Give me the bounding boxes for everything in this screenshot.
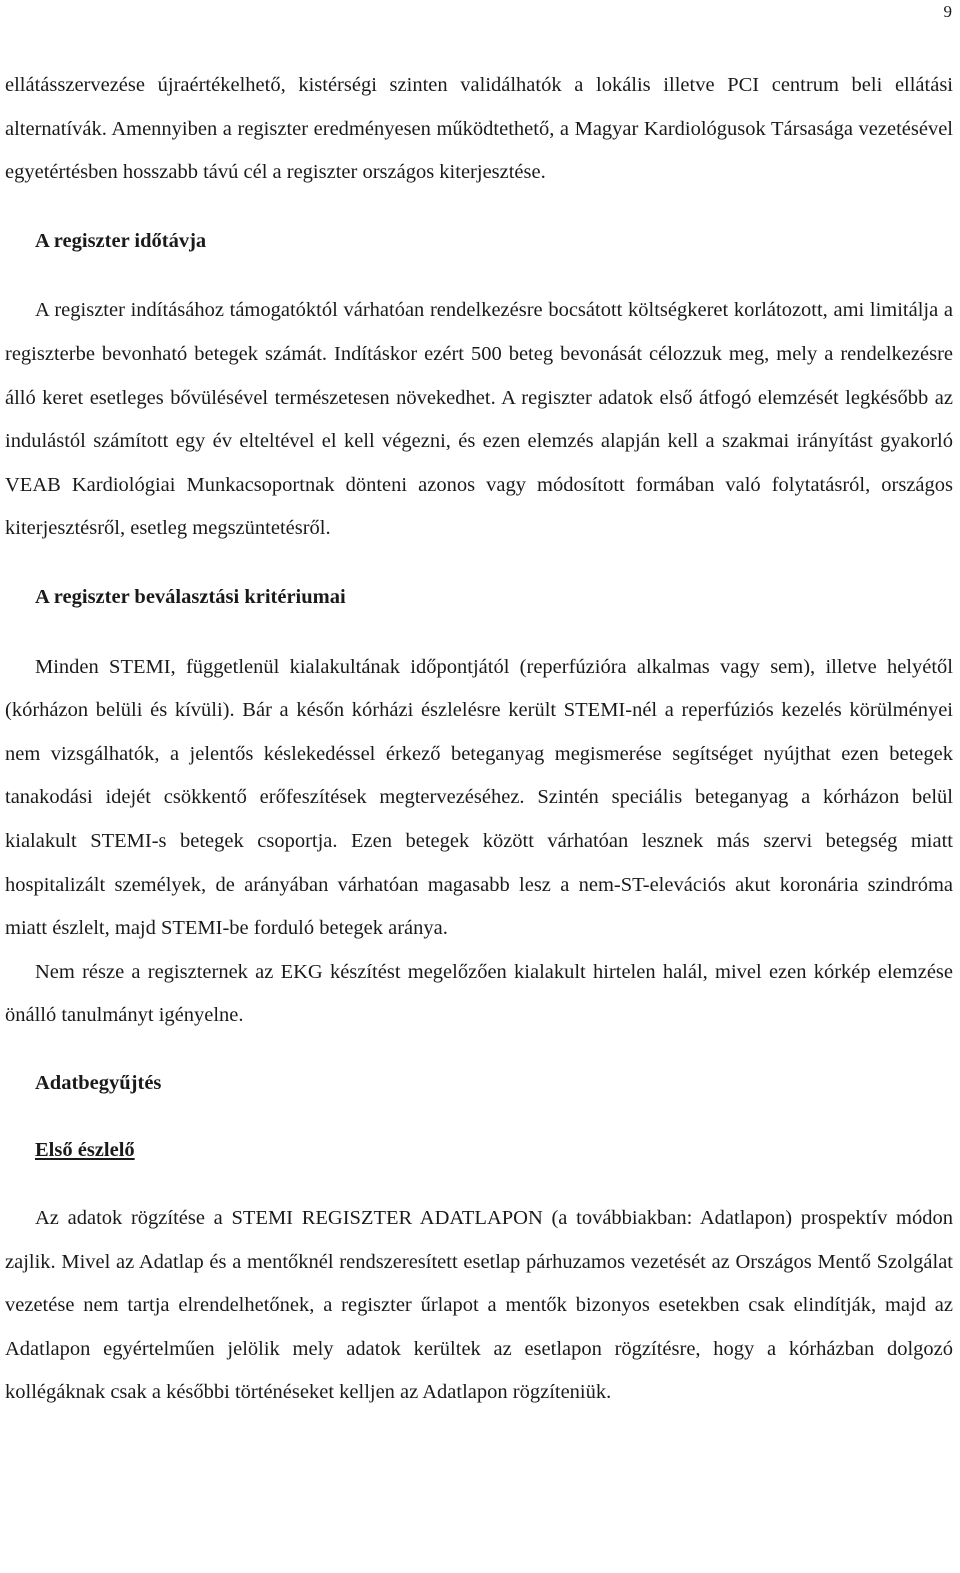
document-body [5, 64, 953, 1415]
paragraph-elso-eszlelo: Az adatok rögzítése a STEMI REGISZTER ADATLAPON (a továbbiakban: Adatlapon) prospektív módon zajlik. Mivel az Adatlap és a mentőknél rendszeresített esetlap párhuzamos vezetését az Országos Mentő Szolgálat vezetése nem tartja elrendelhetőnek, a regiszter űrlapot a mentők bizonyos esetekben csak elindítják, majd az Adatlapon egyértelműen jelölik mely adatok kerültek az esetlapon rögzítésre, hogy a kórházban dolgozó kollégáknak csak a későbbi történéseket kelljen az Adatlapon rögzíteniük. [5, 1207, 953, 1404]
section-heading-elso-eszlelo: Első észlelő [35, 1139, 135, 1162]
paragraph-intro: ellátásszervezése újraértékelhető, kistérségi szinten validálhatók a lokális illetve PCI centrum beli ellátási alternatívák. Amennyiben a regiszter eredményesen működtethető, a Magyar Kardiológusok Társasága vezetésével egyetértésben hosszabb távú cél a regiszter országos kiterjesztése. [5, 74, 953, 184]
paragraph-idotavja: A regiszter indításához támogatóktól várhatóan rendelkezésre bocsátott költségkeret korlátozott, ami limitálja a regiszterbe bevonható betegek számát. Indításkor ezért 500 beteg bevonását célozzuk meg, mely a rendelkezésre álló keret esetleges bővülésével természetesen növekedhet. A regiszter adatok első átfogó elemzését legkésőbb az indulástól számított egy év elteltével el kell végezni, és ezen elemzés alapján kell a szakmai irányítást gyakorló VEAB Kardiológiai Munkacsoportnak dönteni azonos vagy módosított formában való folytatásról, országos kiterjesztésről, esetleg megszüntetésről. [5, 299, 953, 540]
paragraph-ekg: Nem része a regiszternek az EKG készítést megelőzően kialakult hirtelen halál, mivel ezen kórkép elemzése önálló tanulmányt igényelne. [5, 960, 953, 1027]
paragraph-kriteriumai: Minden STEMI, függetlenül kialakultának időpontjától (reperfúzióra alkalmas vagy sem), illetve helyétől (kórházon belüli és kívüli). Bár a későn kórházi észlelésre került STEMI-nél a reperfúziós kezelés körülményei nem vizsgálhatók, a jelentős késlekedéssel érkező beteganyag megismerése segítséget nyújthat ezen betegek tanakodási idejét csökkentő erőfeszítések megtervezéséhez. Szintén speciális beteganyag a kórházon belül kialakult STEMI-s betegek csoportja. Ezen betegek között várhatóan lesznek más szervi betegség miatt hospitalizált személyek, de arányában várhatóan magasabb lesz a nem-ST-elevációs akut koronária szindróma miatt észlelt, majd STEMI-be forduló betegek aránya. [5, 655, 953, 940]
section-heading-idotavja: A regiszter időtávja [35, 229, 207, 252]
page-number: 9 [943, 2, 952, 21]
section-heading-adatbegyujtes: Adatbegyűjtés [35, 1071, 162, 1094]
section-heading-kriteriumai: A regiszter beválasztási kritériumai [35, 585, 346, 608]
